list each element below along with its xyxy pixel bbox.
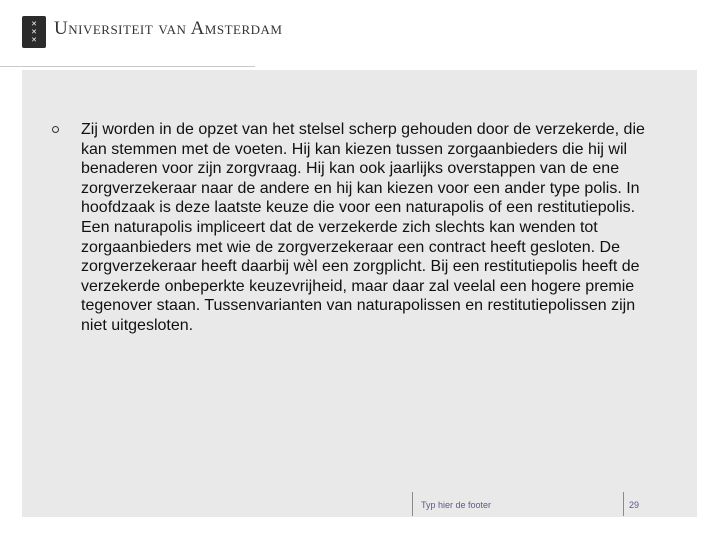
- footer-text: Typ hier de footer: [421, 500, 492, 510]
- cross-icon: ✕: [31, 28, 37, 36]
- bullet-icon: [52, 126, 59, 133]
- header: [0, 0, 720, 70]
- slide-content: [22, 70, 697, 517]
- header-divider: [0, 66, 255, 67]
- university-name: Universiteit van Amsterdam: [54, 18, 283, 39]
- footer-divider: [623, 492, 624, 516]
- uva-crosses-icon: [22, 16, 46, 48]
- page-number: 29: [629, 500, 640, 510]
- footer-divider: [412, 492, 413, 516]
- cross-icon: ✕: [31, 20, 37, 28]
- cross-icon: ✕: [31, 36, 37, 44]
- bullet-text: Zij worden in de opzet van het stelsel scherp gehouden door de verzekerde, die kan stemmen met de voeten. Hij kan kiezen tussen zorgaanbieders die hij wil benaderen voor zijn zorgvraag. Hij kan ook jaarlijks overstappen van de ene zorgverzekeraar naar de andere en hij kan kiezen voor een ander type polis. In hoofdzaak is deze laatste keuze die voor een naturapolis of een restitutiepolis. Een naturapolis impliceert dat de verzekerde zich slechts kan wenden tot zorgaanbieders met wie de zorgverzekeraar een contract heeft gesloten. De zorgverzekeraar heeft daarbij wèl een zorgplicht. Bij een restitutiepolis heeft de verzekerde onbeperkte keuzevrijheid, maar daar zal veelal een hogere premie tegenover staan. Tussenvarianten van naturapolissen en restitutiepolissen zijn niet uitgesloten.: [81, 121, 645, 334]
